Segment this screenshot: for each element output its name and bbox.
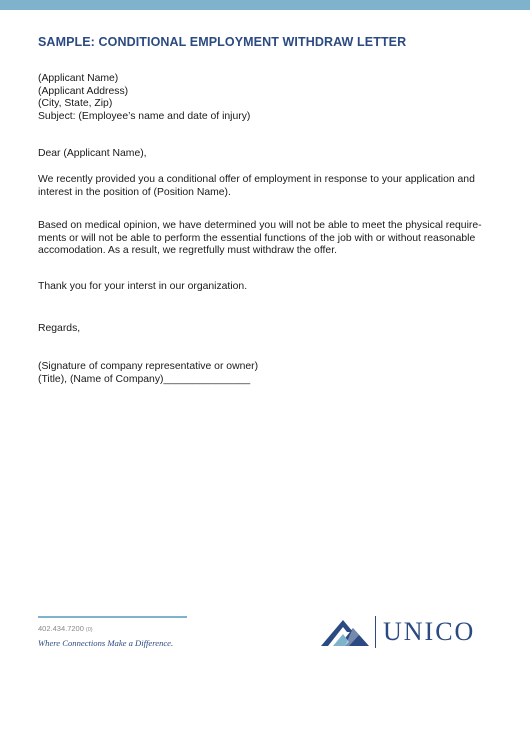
body-paragraph-withdrawal: Based on medical opinion, we have determined you will not be able to meet the physical require-ments or will not be able to perform the essential functions of the job with or without reasonable accomodation. As a result, we regretfully must withdraw the offer.: [38, 220, 482, 257]
top-accent-bar: [0, 0, 530, 10]
company-logo: [319, 614, 499, 650]
unico-mountain-logo-icon: [319, 614, 371, 648]
phone-number: 402.434.7200: [38, 624, 84, 633]
applicant-city-state-zip: (City, State, Zip): [38, 98, 113, 110]
title-company-line: (Title), (Name of Company)_______________: [38, 373, 251, 385]
applicant-name: (Applicant Name): [38, 73, 119, 84]
applicant-address-block: [38, 73, 250, 123]
phone-suffix: (0): [85, 627, 93, 633]
signature-line: (Signature of company representative or owner): [38, 361, 259, 372]
logo-divider: [375, 616, 376, 648]
signature-block: [38, 361, 258, 386]
footer-divider: [38, 616, 187, 618]
salutation: Dear (Applicant Name),: [38, 148, 147, 159]
closing: Regards,: [38, 323, 81, 334]
applicant-address: (Applicant Address): [38, 85, 129, 97]
letter-title: SAMPLE: CONDITIONAL EMPLOYMENT WITHDRAW LETTER: [38, 35, 407, 49]
logo-wordmark: UNICO: [383, 617, 476, 646]
body-paragraph-offer: We recently provided you a conditional offer of employment in response to your application and interest in the position of (Position Name).: [38, 174, 475, 198]
body-paragraph-thanks: Thank you for your interst in our organization.: [38, 281, 248, 292]
subject-line: Subject: (Employee’s name and date of injury): [38, 110, 251, 122]
footer-tagline: Where Connections Make a Difference.: [38, 638, 174, 648]
footer-phone: [38, 624, 93, 633]
